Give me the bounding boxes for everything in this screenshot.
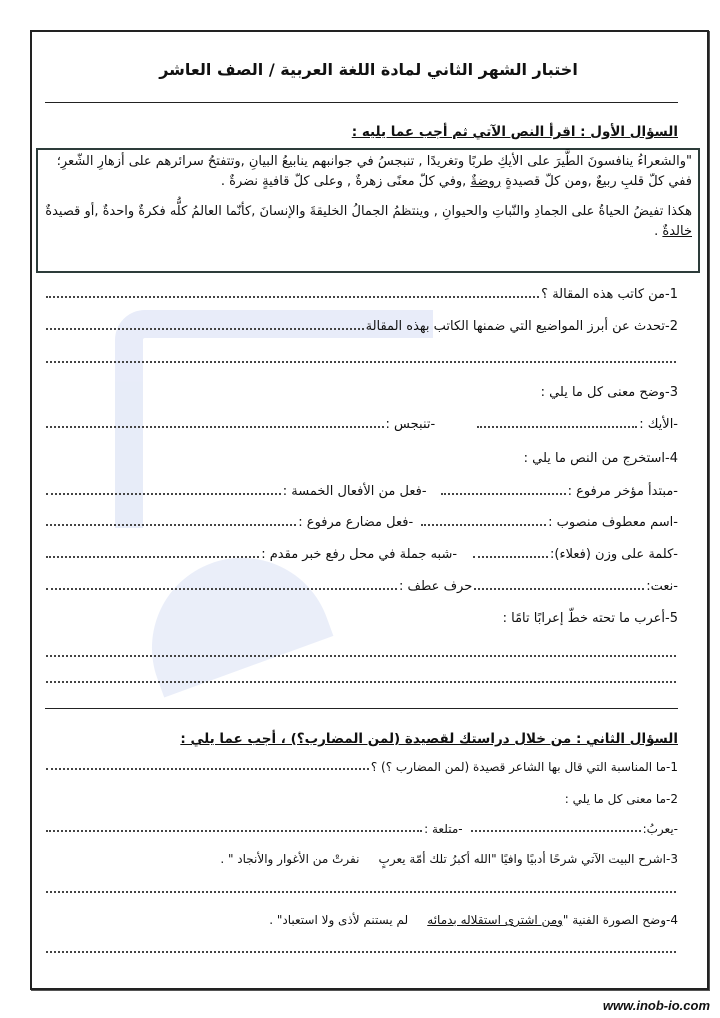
q1-item-4-row-2 (44, 512, 678, 530)
q1-item-3 (44, 382, 678, 400)
q1-item-2 (44, 316, 678, 334)
answer-line[interactable] (46, 830, 422, 832)
q1-item-4-row-3 (44, 544, 678, 562)
q1-item-5 (44, 608, 678, 626)
field-label: -شبه جملة في محل رفع خبر مقدم : (261, 547, 458, 562)
q1-item-4 (44, 448, 678, 466)
field-label: -تنبجس : (385, 417, 436, 432)
answer-line[interactable] (46, 296, 539, 298)
question-text-part: لم يستنم لأذى ولا استعباد" . (269, 913, 428, 927)
answer-line[interactable] (46, 951, 676, 953)
q2-item-1 (44, 756, 678, 774)
answer-line[interactable] (471, 830, 641, 832)
answer-line[interactable] (46, 361, 676, 363)
footer-website: www.inob-io.com (602, 998, 710, 1013)
answer-line[interactable] (46, 328, 364, 330)
field-label: -الأيك : (639, 417, 678, 432)
q2-item-2-fields (44, 818, 678, 836)
field-label: -اسم معطوف منصوب : (548, 515, 678, 530)
question-text: 2-تحدث عن أبرز المواضيع التي ضمنها الكاتب بهذه المقالة (365, 319, 678, 334)
field-label: -فعل من الأفعال الخمسة : (282, 484, 427, 499)
q2-item-4 (44, 909, 678, 927)
answer-line[interactable] (46, 524, 296, 526)
field-label: -فعل مضارع مرفوع : (298, 515, 414, 530)
answer-line[interactable] (441, 493, 566, 495)
passage-box (36, 148, 700, 273)
question-text: 1-من كاتب هذه المقالة ؟ (541, 287, 678, 302)
passage-paragraph-2 (44, 202, 692, 242)
q1-item-5-answer (44, 643, 678, 661)
q2-heading-row (44, 729, 678, 747)
question-text: 2-ما معنى كل ما يلي : (564, 792, 678, 806)
exam-title: اختبار الشهر الثاني لمادة اللغة العربية / الصف العاشر (159, 60, 578, 79)
divider (45, 708, 678, 709)
answer-line[interactable] (477, 426, 637, 428)
underlined-word: روضةٌ (470, 174, 502, 189)
answer-line[interactable] (474, 588, 644, 590)
field-label: -مبتدأ مؤخر مرفوع : (567, 484, 678, 499)
q2-item-3 (44, 848, 678, 866)
underlined-word: خالدةٌ (662, 224, 692, 239)
answer-line[interactable] (421, 524, 546, 526)
question-text: 4-استخرج من النص ما يلي : (523, 451, 678, 466)
q1-item-2-answer (44, 349, 678, 367)
q1-item-4-row-1 (44, 481, 678, 499)
q2-heading: السؤال الثاني : من خلال دراستك لقصيدة (لمن المضارب؟) ، أجب عما يلي : (180, 731, 678, 747)
question-text: 3-وضح معنى كل ما يلي : (540, 385, 678, 400)
q2-item-4-answer (44, 939, 678, 957)
q1-heading-row (44, 122, 678, 140)
q1-item-1 (44, 284, 678, 302)
answer-line[interactable] (46, 655, 676, 657)
divider (45, 102, 678, 103)
q2-item-2 (44, 788, 678, 806)
question-text: 3-اشرح البيت الآتي شرحًا أدبيًا وافيًا "الله أكبرُ تلك أمّة يعربٍ نفرتْ من الأغوار والأنجاد " . (220, 852, 678, 866)
field-label: حرف عطف : (399, 579, 473, 594)
answer-line[interactable] (46, 891, 676, 893)
q1-heading: السؤال الأول : اقرأ النص الآتي ثم أجب عما يليه : (351, 124, 678, 140)
question-text: 1-ما المناسبة التي قال بها الشاعر قصيدة (لمن المضارب ؟) ؟ (370, 760, 678, 774)
question-text-part: 4-وضح الصورة الفنية " (562, 913, 678, 927)
answer-line[interactable] (46, 681, 676, 683)
answer-line[interactable] (46, 556, 259, 558)
q2-item-3-answer (44, 879, 678, 897)
passage-text: . (654, 224, 663, 239)
passage-text: "والشعراءُ ينافسونَ الطَّيرَ على الأيكِ طربًا وتغريدًا , تنبجسُ في جوانبهم ينابيعُ البيانِ ,وتتفتحُ سرائرهم على أزهارِ الشّعرِ؛ ففي كلّ قلبِ ربيعٌ ,ومن كلّ قصيدةٍ (56, 154, 692, 189)
question-text (269, 913, 678, 927)
field-label: -متلعة : (424, 822, 463, 836)
passage-paragraph-1 (44, 152, 692, 192)
field-label: -يعربُ: (642, 822, 678, 836)
underlined-phrase: ومن اشترى استقلاله بدمائه (427, 913, 563, 927)
answer-line[interactable] (46, 588, 397, 590)
q1-item-3-fields (44, 414, 678, 432)
q1-item-4-row-4 (44, 576, 678, 594)
q1-item-5-answer (44, 669, 678, 687)
answer-line[interactable] (473, 556, 548, 558)
passage-text: هكذا تفيضُ الحياةُ على الجمادِ والنّباتِ والحيوانِ , وينتظمُ الجمالُ الخليقةَ والإنسانَ ,كأنّما العالمُ كلُّه فكرةٌ واحدةٌ ,أو قصيدةٌ (45, 204, 692, 219)
answer-line[interactable] (46, 493, 281, 495)
field-label: -نعت: (646, 579, 678, 594)
answer-line[interactable] (46, 768, 369, 770)
question-text: 5-أعرب ما تحته خطّ إعرابًا تامًا : (502, 611, 678, 626)
field-label: -كلمة على وزن (فعلاء): (550, 547, 678, 562)
passage-text: ,وفي كلّ معنًى زهرةٌ , وعلى كلّ قافيةٍ نضرةٌ . (220, 174, 471, 189)
answer-line[interactable] (46, 426, 384, 428)
